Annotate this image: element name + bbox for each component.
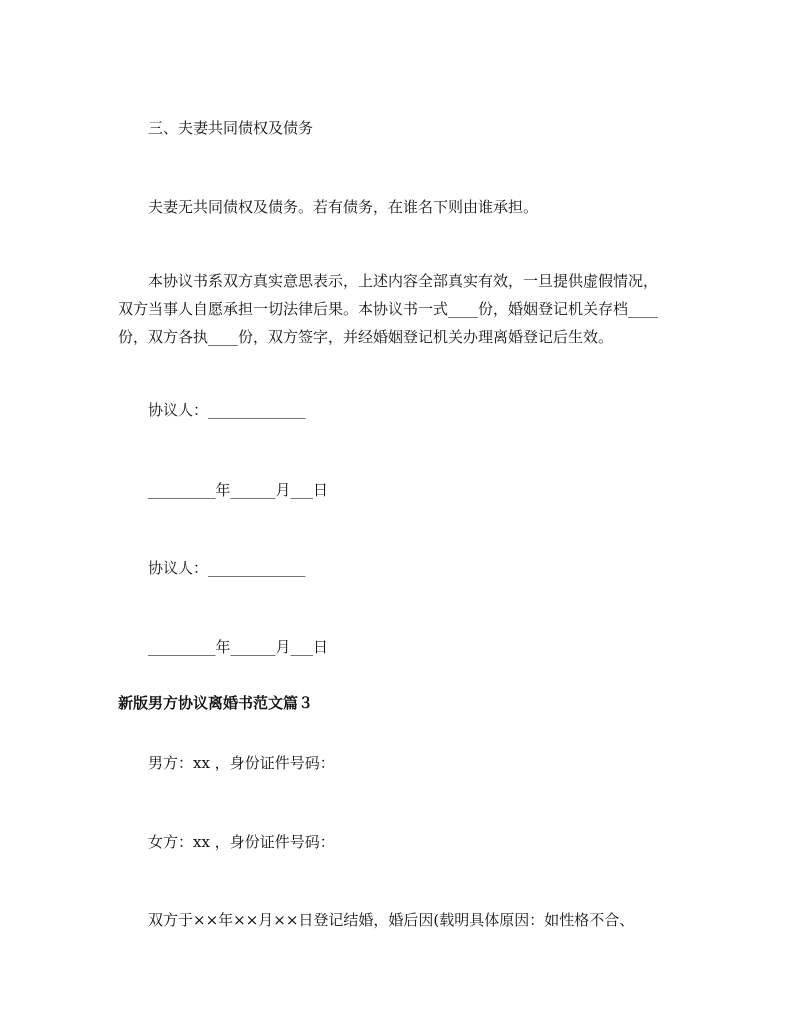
declaration-line-1: 本协议书系双方真实意思表示，上述内容全部真实有效，一旦提供虚假情况， [148,272,659,290]
declaration-line-3: 份，双方各执____份，双方签字，并经婚姻登记机关办理离婚登记后生效。 [118,328,614,346]
female-party-line: 女方：xx ，身份证件号码： [148,833,335,851]
marriage-info-line: 双方于××年××月××日登记结婚，婚后因(载明具体原因：如性格不合、 [148,911,635,929]
section3-heading: 三、夫妻共同债权及债务 [148,119,314,137]
date-line-2: _________年______月___日 [148,638,329,656]
declaration-paragraph [118,267,683,351]
signer-line-2: 协议人：_____________ [148,559,306,577]
section3-body: 夫妻无共同债权及债务。若有债务，在谁名下则由谁承担。 [148,198,539,216]
article-title: 新版男方协议离婚书范文篇３ [118,694,314,712]
date-line-1: _________年______月___日 [148,481,329,499]
signer-line-1: 协议人：_____________ [148,401,306,419]
male-party-line: 男方：xx ，身份证件号码： [148,754,335,772]
declaration-line-2: 双方当事人自愿承担一切法律后果。本协议书一式____份，婚姻登记机关存档____ [118,300,659,318]
